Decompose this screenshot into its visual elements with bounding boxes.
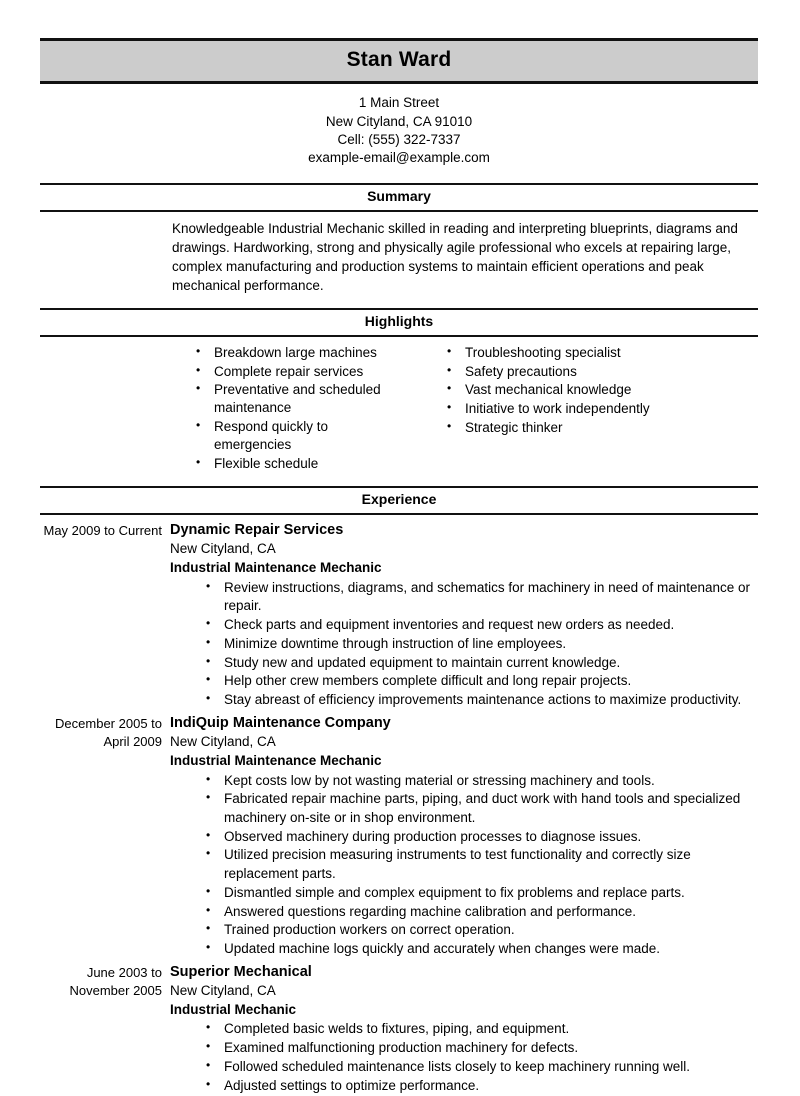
list-item: • Dismantled simple and complex equipment to fix problems and replace parts. [206, 884, 758, 902]
list-item: • Initiative to work independently [447, 400, 758, 418]
job-company: IndiQuip Maintenance Company [170, 715, 391, 732]
job-location: New Cityland, CA [170, 734, 276, 750]
list-item: • Review instructions, diagrams, and schematics for machinery in need of maintenance or repair. [206, 579, 758, 616]
job-details [168, 963, 758, 1096]
experience-entry [40, 714, 758, 959]
contact-phone: Cell: (555) 322-7337 [337, 131, 461, 147]
job-bullets [170, 771, 758, 959]
job-bullets [170, 1019, 758, 1095]
highlights-list-right [447, 344, 758, 436]
list-item: • Minimize downtime through instruction of line employees. [206, 635, 758, 653]
section-header-summary [40, 183, 758, 212]
list-item: • Stay abreast of efficiency improvements maintenance actions to maximize productivity. [206, 691, 758, 709]
section-header-experience [40, 486, 758, 515]
list-item: • Vast mechanical knowledge [447, 381, 758, 399]
list-item: • Preventative and scheduled maintenance [196, 381, 399, 417]
list-item: • Safety precautions [447, 363, 758, 381]
job-role: Industrial Maintenance Mechanic [170, 752, 382, 768]
contact-email: example-email@example.com [308, 150, 490, 166]
job-bullets [170, 578, 758, 710]
job-company: Superior Mechanical [170, 964, 312, 981]
job-role: Industrial Mechanic [170, 1001, 297, 1017]
list-item: • Completed basic welds to fixtures, piping, and equipment. [206, 1020, 758, 1038]
summary-body [40, 212, 758, 296]
job-dates: December 2005 to April 2009 [55, 716, 162, 750]
list-item: • Answered questions regarding machine calibration and performance. [206, 903, 758, 921]
job-dates: June 2003 to November 2005 [69, 965, 162, 999]
list-item: • Study new and updated equipment to maintain current knowledge. [206, 654, 758, 672]
job-company: Dynamic Repair Services [170, 522, 344, 539]
list-item: • Utilized precision measuring instruments to test functionality and correctly size replacement parts. [206, 846, 758, 883]
highlights-column-left [40, 344, 399, 473]
job-details [168, 521, 758, 710]
list-item: • Updated machine logs quickly and accurately when changes were made. [206, 940, 758, 958]
contact-street: 1 Main Street [358, 95, 440, 111]
name-banner [40, 38, 758, 84]
list-item: • Flexible schedule [196, 455, 399, 473]
list-item: • Observed machinery during production processes to diagnose issues. [206, 828, 758, 846]
list-item: • Complete repair services [196, 363, 399, 381]
list-item: • Respond quickly to emergencies [196, 418, 399, 454]
list-item: • Examined malfunctioning production machinery for defects. [206, 1039, 758, 1057]
job-location: New Cityland, CA [170, 541, 276, 557]
highlights-list-left [196, 344, 399, 473]
list-item: • Help other crew members complete difficult and long repair projects. [206, 672, 758, 690]
experience-entry [40, 963, 758, 1096]
section-title-experience: Experience [361, 491, 437, 508]
experience-entry [40, 521, 758, 710]
list-item: • Check parts and equipment inventories and request new orders as needed. [206, 616, 758, 634]
list-item: • Troubleshooting specialist [447, 344, 758, 362]
candidate-name: Stan Ward [346, 48, 452, 71]
job-details [168, 714, 758, 959]
list-item: • Fabricated repair machine parts, piping, and duct work with hand tools and specialized machinery on-site or in shop environment. [206, 790, 758, 827]
job-role: Industrial Maintenance Mechanic [170, 559, 382, 575]
list-item: • Kept costs low by not wasting material or stressing machinery and tools. [206, 772, 758, 790]
contact-block [40, 84, 758, 169]
list-item: • Followed scheduled maintenance lists closely to keep machinery running well. [206, 1058, 758, 1076]
list-item: • Breakdown large machines [196, 344, 399, 362]
experience-body [40, 515, 758, 1096]
section-title-summary: Summary [367, 187, 431, 204]
list-item: • Adjusted settings to optimize performance. [206, 1077, 758, 1095]
highlights-column-right [399, 344, 758, 473]
job-location: New Cityland, CA [170, 983, 276, 999]
job-dates: May 2009 to Current [43, 523, 162, 539]
highlights-body [40, 337, 758, 473]
list-item: • Strategic thinker [447, 419, 758, 437]
contact-city-state-zip: New Cityland, CA 91010 [325, 113, 473, 129]
list-item: • Trained production workers on correct operation. [206, 921, 758, 939]
summary-text: Knowledgeable Industrial Mechanic skilled in reading and interpreting blueprints, diagrams and drawings. Hardworking, strong and physically agile professional who excels at repairing large, complex manufacturing and production systems to maintain efficient operations and peak mechanical performance. [172, 220, 738, 294]
section-header-highlights [40, 308, 758, 337]
section-title-highlights: Highlights [364, 313, 434, 330]
